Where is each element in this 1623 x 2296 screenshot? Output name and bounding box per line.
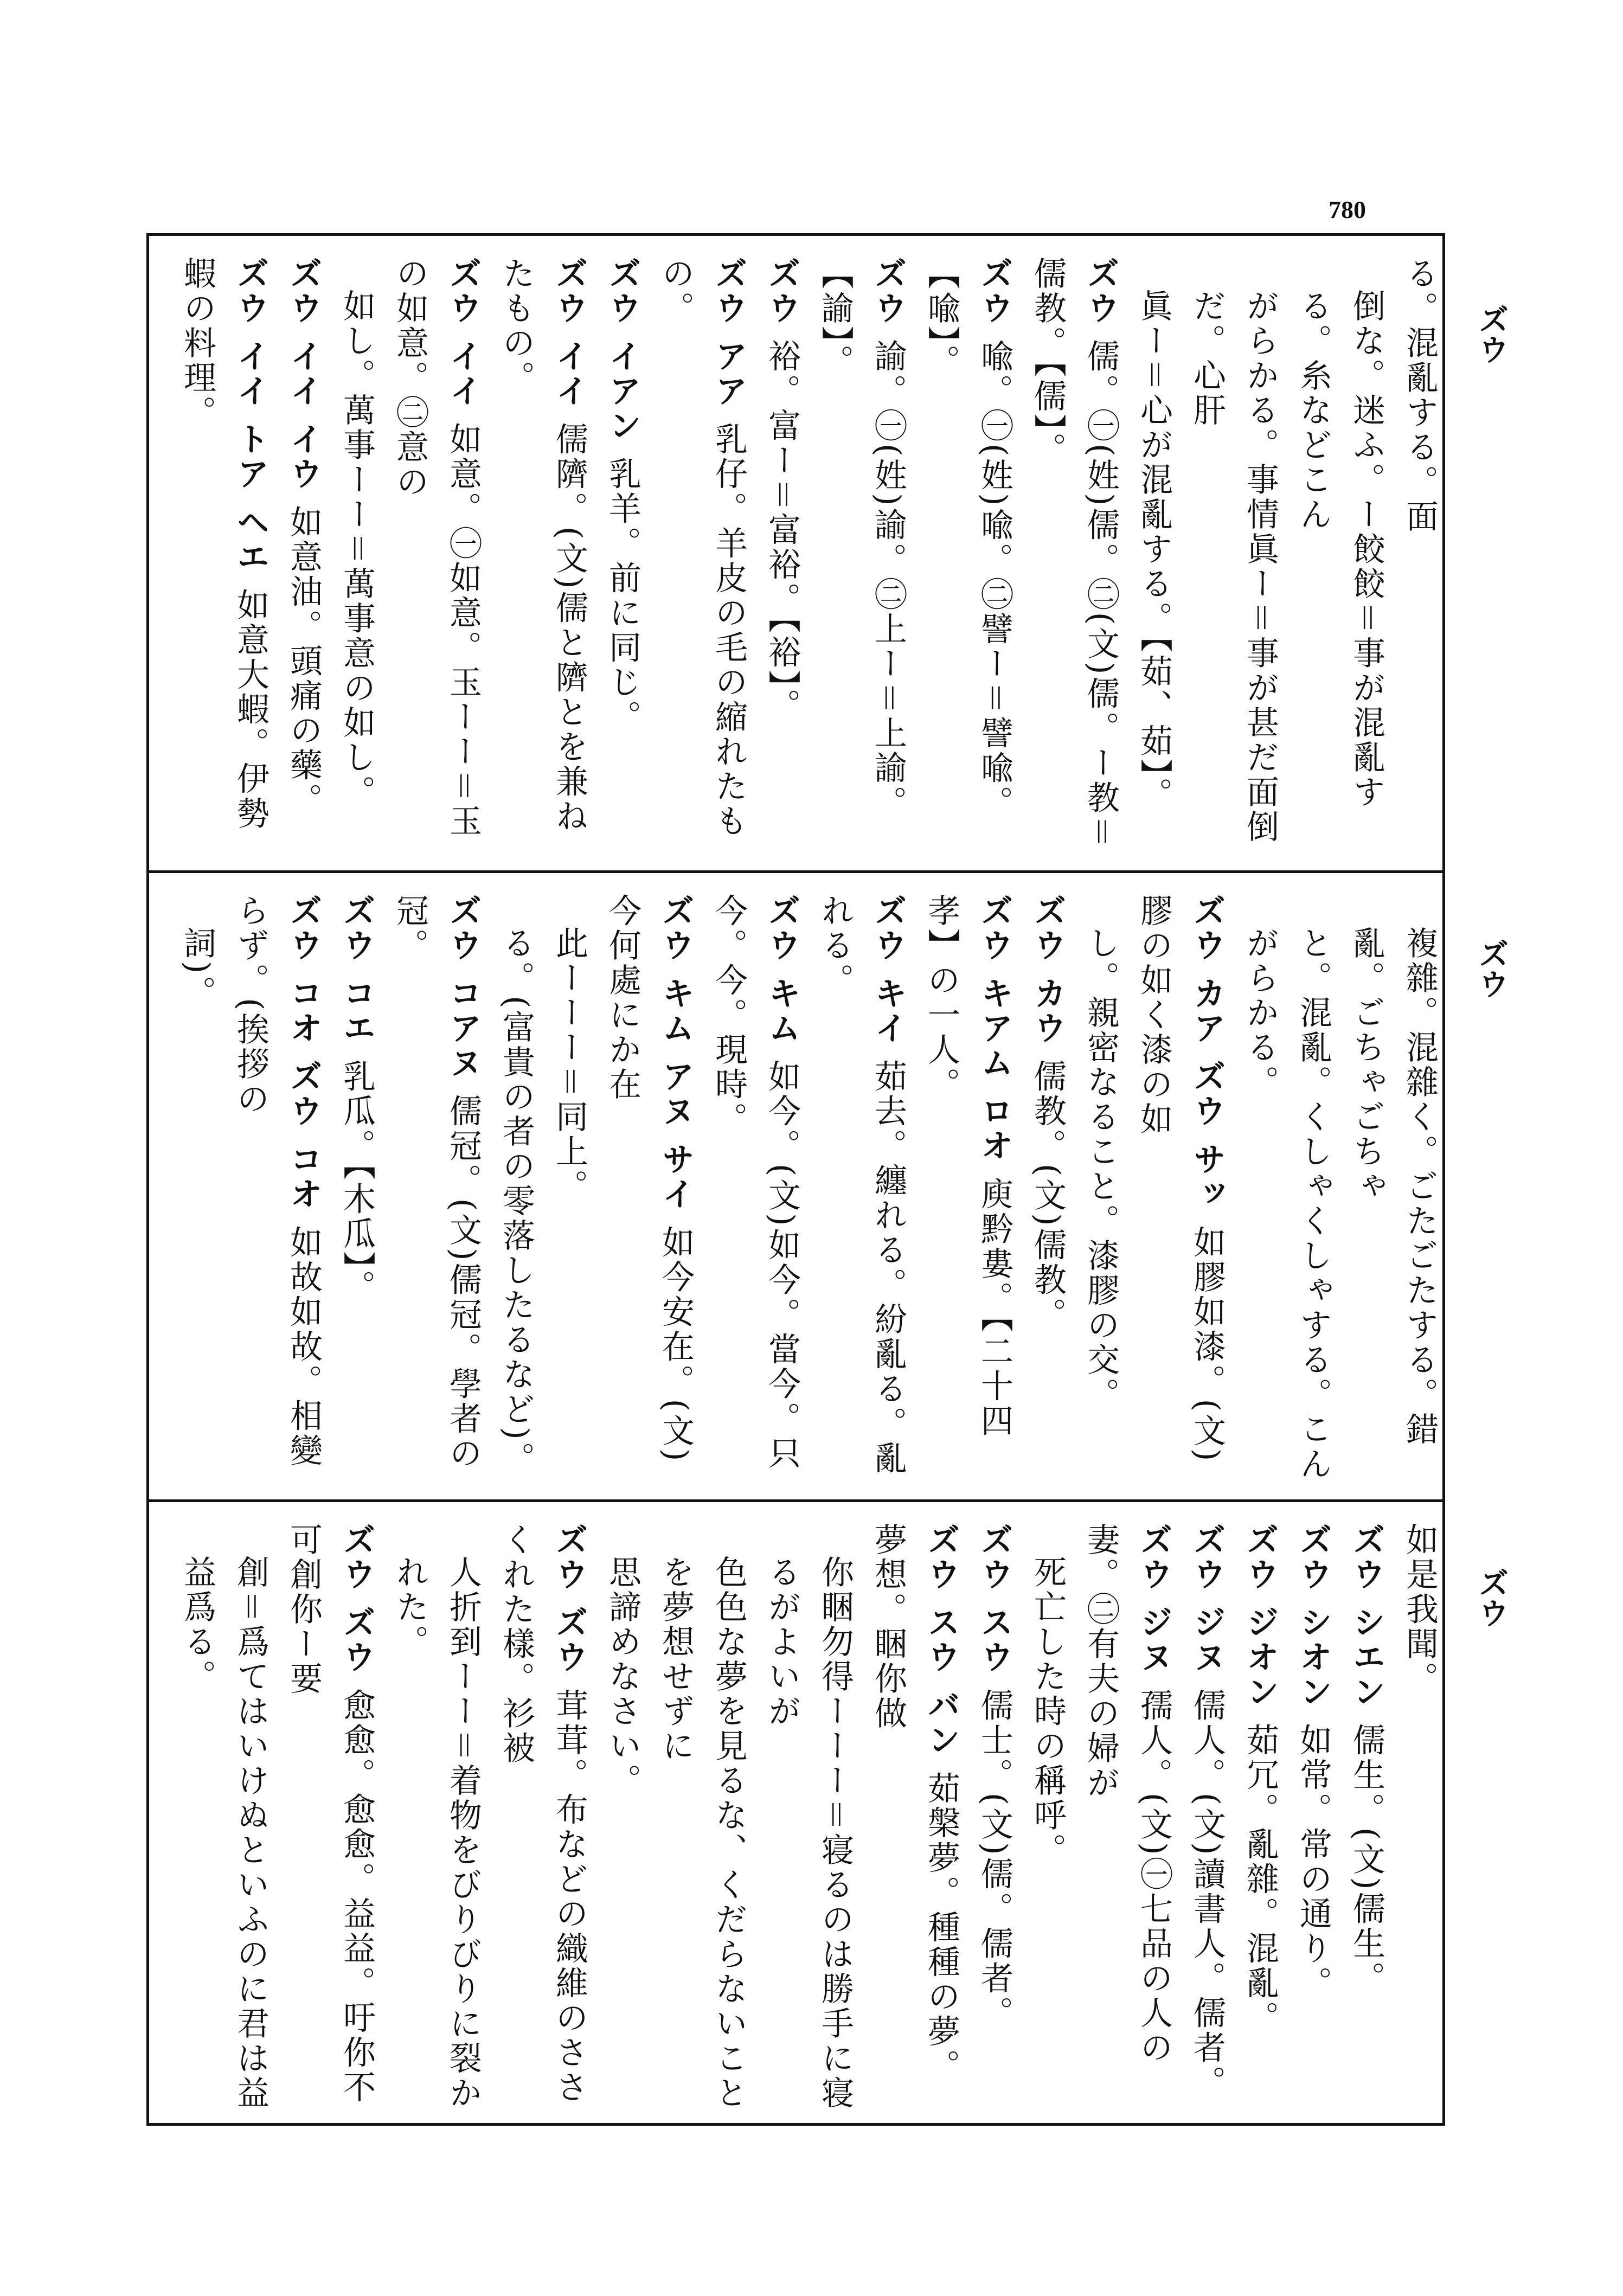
entry-headword: ズウ ジヌ: [1135, 1523, 1173, 1689]
entry-headword: ズウ シエン: [1348, 1523, 1385, 1723]
dictionary-entry: [1181, 1523, 1234, 2115]
entry-definition: し。親密なること。漆膠の交。: [1082, 926, 1120, 1412]
entry-definition: 如常。常の通り。: [1294, 1723, 1332, 2001]
entry-definition: 你睏勿得ーーー＝寝るのは勝手に寝るがよいが: [763, 1555, 854, 2111]
entry-definition: 如意大蝦。伊勢蝦の料理。: [178, 256, 270, 831]
entry-definition: 如今安在。(文)今何處にか在: [604, 894, 695, 1464]
page-number: 780: [1329, 196, 1366, 223]
entry-headword: ズウ ズウ: [550, 1523, 588, 1689]
entry-continuation: [171, 894, 224, 1489]
entry-definition: 儒生。(文)儒生。: [1348, 1723, 1385, 1996]
running-head-middle: ズウ: [1474, 938, 1509, 999]
entry-continuation: [1234, 894, 1340, 1489]
entry-headword: ズウ ズウ: [338, 1523, 376, 1689]
entry-continuation: [1340, 894, 1442, 1489]
entry-headword: ズウ イイ: [550, 256, 588, 422]
entry-definition: 色色な夢を見るな、くだらないことを夢想せずに: [657, 1555, 748, 2111]
entry-definition: 死亡した時の稱呼。: [1029, 1555, 1067, 1868]
entry-definition: 眞ー＝心が混亂する。【茹、茹】。: [1135, 289, 1173, 812]
entry-continuation: [490, 894, 543, 1489]
entry-definition: 儒人。(文)讀書人。儒者。: [1188, 1688, 1226, 2100]
entry-definition: 人折到ーー＝着物をびりびりに裂かれた。: [391, 1555, 482, 2111]
entry-headword: ズウ ジヌ: [1188, 1523, 1226, 1689]
entry-definition: 茸茸。布などの織維のささくれた樣。衫被: [497, 1523, 588, 2105]
entry-definition: 乳仔。羊皮の毛の縮れたもの。: [657, 256, 748, 839]
dictionary-entry: [862, 1523, 968, 2115]
entry-headword: ズウ: [1082, 256, 1120, 339]
dictionary-entry: [171, 256, 277, 860]
dictionary-entry: [915, 256, 1021, 860]
tier-bottom-columns: [149, 1502, 1442, 2126]
dictionary-entry: [809, 894, 915, 1489]
dictionary-entry: [1021, 256, 1127, 860]
dictionary-entry: [968, 1523, 1021, 2115]
running-head-top: ズウ: [1474, 304, 1509, 364]
dictionary-entry: [1393, 256, 1442, 860]
entry-definition: 儒士。(文)儒。儒者。: [976, 1688, 1013, 2031]
entry-definition: 裕。富ー＝富裕。【裕】。: [763, 339, 801, 723]
running-head-bottom: ズウ: [1474, 1567, 1509, 1628]
entry-headword: ズウ コアヌ: [444, 894, 482, 1094]
entry-headword: ズウ: [869, 256, 907, 339]
entry-continuation: [543, 894, 596, 1489]
entry-headword: ズウ アア: [710, 256, 748, 422]
tier-middle: [149, 873, 1442, 1502]
entry-headword: ズウ: [763, 256, 801, 339]
entry-definition: 儒教。(文)儒教。: [1029, 1059, 1067, 1332]
dictionary-entry: [1074, 1523, 1181, 2115]
entry-definition: 乳瓜。【木瓜】。: [338, 1059, 376, 1305]
dictionary-entry: [1393, 1523, 1442, 2115]
entry-headword: ズウ キイ: [869, 894, 907, 1060]
tier-top: [149, 236, 1442, 873]
entry-definition: 茹去。纏れる。紛亂る。亂れる。: [816, 894, 907, 1476]
dictionary-entry: [755, 256, 809, 860]
entry-headword: ズウ イイ トア ヘエ: [232, 256, 270, 588]
dictionary-frame: [146, 233, 1445, 2126]
entry-definition: 諭。㊀(姓)諭。㊁上ー＝上諭。【諭】。: [816, 256, 907, 820]
entry-definition: 此ーーー＝同上。: [550, 926, 588, 1204]
tier-middle-columns: [149, 873, 1442, 1499]
dictionary-entry: [596, 256, 649, 860]
entry-continuation: [1127, 256, 1181, 860]
entry-continuation: [1021, 1523, 1074, 2115]
entry-definition: 思諦めなさい。: [604, 1555, 641, 1798]
entry-definition: 庾黔婁。【二十四孝】の一人。: [922, 894, 1013, 1439]
entry-headword: ズウ キアム ロオ: [976, 894, 1013, 1177]
tier-bottom: [149, 1502, 1442, 2126]
dictionary-entry: [915, 894, 1021, 1489]
entry-continuation: [330, 256, 383, 860]
dictionary-entry: [490, 1523, 596, 2115]
dictionary-entry: [277, 1523, 383, 2115]
entry-headword: ズウ スウ バン: [922, 1523, 960, 1772]
entry-definition: 倒な。迷ふ。ー餃餃＝事が混亂する。糸などこん: [1294, 289, 1385, 810]
entry-continuation: [1181, 256, 1287, 860]
entry-definition: 儒隮。(文)儒と隮とを兼ねたもの。: [497, 256, 588, 834]
entry-definition: 如是我聞。: [1401, 1523, 1439, 1696]
dictionary-entry: [809, 256, 915, 860]
entry-definition: 茹槃夢。種種の夢。夢想。睏你做: [869, 1523, 960, 2084]
entry-definition: 儒。㊀(姓)儒。㊁(文)儒。ー教＝儒教。【儒】。: [1029, 256, 1120, 850]
dictionary-entry: [224, 894, 330, 1489]
entry-headword: ズウ イイ イウ: [285, 256, 323, 505]
entry-headword: ズウ コエ: [338, 894, 376, 1060]
entry-headword: ズウ: [976, 256, 1013, 339]
dictionary-entry: [702, 894, 809, 1489]
entry-continuation: [755, 1523, 862, 2115]
entry-definition: 如意。㊀如意。玉ーー＝玉の如意。㊁意の: [391, 256, 482, 839]
dictionary-entry: [1234, 1523, 1287, 2115]
dictionary-entry: [490, 256, 596, 860]
entry-headword: ズウ イアン: [604, 256, 641, 457]
entry-headword: ズウ カウ: [1029, 894, 1067, 1060]
entry-continuation: [1287, 256, 1393, 860]
entry-headword: ズウ カア ズウ サッ: [1188, 894, 1226, 1226]
entry-headword: ズウ シオン: [1294, 1523, 1332, 1723]
entry-definition: る。(富貴の者の零落したるなど)。: [497, 926, 535, 1477]
entry-definition: る。混亂する。面: [1401, 256, 1439, 534]
entry-definition: 孺人。(文)㊀七品の人の妻。㊁有夫の婦が: [1082, 1523, 1173, 2066]
entry-definition: 如故如故。相變らず。(挨拶の: [232, 894, 323, 1468]
entry-continuation: [596, 1523, 649, 2115]
entry-continuation: [171, 1523, 277, 2115]
dictionary-entry: [596, 894, 702, 1489]
dictionary-entry: [1021, 894, 1074, 1489]
dictionary-entry: [649, 256, 755, 860]
entry-continuation: [649, 1523, 755, 2115]
entry-definition: 複雜。混雜く。ごたごたする。錯亂。ごちゃごちゃ: [1348, 926, 1439, 1447]
entry-definition: 創＝爲てはいけぬといふのに君は益益爲る。: [178, 1555, 270, 2111]
dictionary-entry: [383, 894, 490, 1489]
entry-definition: 乳羊。前に同じ。: [604, 457, 641, 735]
dictionary-entry: [277, 256, 330, 860]
dictionary-entry: [330, 894, 383, 1489]
dictionary-entry: [1340, 1523, 1393, 2115]
entry-definition: と。混亂。くしゃくしゃする。こんがらかる。: [1241, 926, 1332, 1482]
entry-definition: がらかる。事情眞ー＝事が甚だ面倒だ。心肝: [1188, 289, 1279, 844]
entry-continuation: [383, 1523, 490, 2115]
entry-definition: 茹冗。亂雜。混亂。: [1241, 1723, 1279, 2036]
entry-definition: 愈愈。愈愈。益益。吁你不可創你ー要: [285, 1523, 376, 2105]
entry-definition: 如し。萬事ーー＝萬事意の如し。: [338, 289, 376, 810]
entry-definition: 如膠如漆。(文)膠の如く漆の如: [1135, 894, 1226, 1464]
entry-headword: ズウ キム アヌ サイ: [657, 894, 695, 1226]
entry-definition: 如意油。頭痛の藥。: [285, 505, 323, 818]
dictionary-entry: [1127, 894, 1234, 1489]
entry-headword: ズウ キム: [763, 894, 801, 1060]
entry-headword: ズウ イイ: [444, 256, 482, 422]
dictionary-entry: [1287, 1523, 1340, 2115]
entry-headword: ズウ スウ: [976, 1523, 1013, 1689]
entry-headword: ズウ ジオン: [1241, 1523, 1279, 1723]
dictionary-entry: [383, 256, 490, 860]
entry-headword: ズウ コオ ズウ コオ: [285, 894, 323, 1226]
entry-definition: 如今。(文)如今。當今。只今。今。現時。: [710, 894, 801, 1471]
tier-top-columns: [149, 236, 1442, 870]
entry-definition: 喩。㊀(姓)喩。㊁譬ー＝譬喩。【喩】。: [922, 256, 1013, 820]
entry-definition: 儒冠。(文)儒冠。學者の冠。: [391, 894, 482, 1471]
entry-continuation: [1074, 894, 1127, 1489]
entry-definition: 詞)。: [178, 926, 216, 1011]
